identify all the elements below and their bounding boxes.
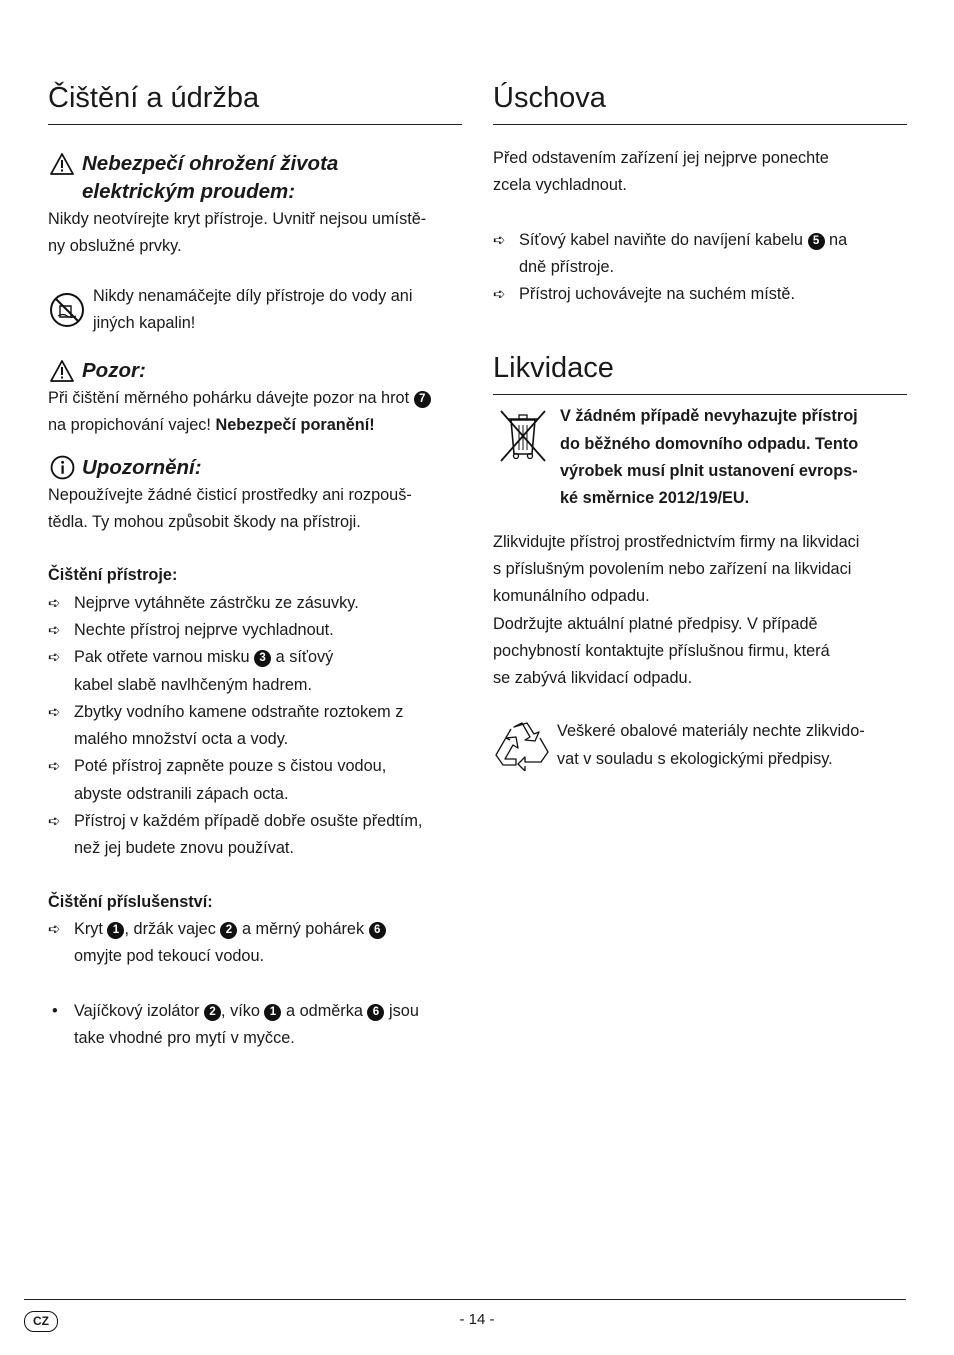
arrow-icon: ➪ <box>48 920 61 938</box>
disposal-line: se zabývá likvidací odpadu. <box>493 669 693 688</box>
weee-line2: do běžného domovního odpadu. Tento <box>560 434 859 453</box>
list-item <box>48 808 462 863</box>
part-number-badge: 5 <box>808 233 825 250</box>
step-text: Poté přístroj zapněte pouze s čistou vodou, <box>74 757 387 776</box>
recycle-icon <box>494 721 550 771</box>
section-title-cleaning: Čištění a údržba <box>48 78 462 125</box>
step-text: abyste odstranili zápach octa. <box>74 784 289 803</box>
warning-triangle-icon <box>50 360 74 382</box>
arrow-icon: ➪ <box>48 758 61 776</box>
part-number-badge: 1 <box>107 922 124 939</box>
disposal-line: s příslušným povolením nebo zařízení na likvidaci <box>493 559 852 578</box>
list-item <box>48 699 462 754</box>
cleaning-device-heading: Čištění přístroje: <box>48 566 178 585</box>
danger-text-line2: ny obslužné prvky. <box>48 237 182 256</box>
step-text: kabel slabě navlhčeným hadrem. <box>74 675 313 694</box>
note-line2: tědla. Ty mohou způsobit škody na přístroji. <box>48 513 361 532</box>
note-heading <box>48 454 462 482</box>
step-text: Kryt <box>74 919 103 938</box>
step-text: a síťový <box>275 648 334 667</box>
caution-injury-warning: Nebezpečí poranění! <box>215 416 375 435</box>
note-line1: Nepoužívejte žádné čisticí prostředky ani rozpouš- <box>48 485 412 504</box>
step-text: Nechte přístroj nejprve vychladnout. <box>74 620 334 639</box>
caution-heading-text: Pozor: <box>82 359 146 383</box>
weee-line1: V žádném případě nevyhazujte přístroj <box>560 407 858 426</box>
list-item <box>48 916 462 971</box>
step-text: dně přístroje. <box>519 257 615 276</box>
left-column <box>48 78 462 1052</box>
caution-line2: na propichování vajec! <box>48 416 211 435</box>
list-item <box>48 590 462 617</box>
weee-note <box>493 403 907 512</box>
storage-list <box>493 227 907 309</box>
step-text: , držák vajec <box>124 919 216 938</box>
arrow-icon: ➪ <box>48 649 61 667</box>
weee-line4: ké směrnice 2012/19/EU. <box>560 489 750 508</box>
part-number-badge: 6 <box>369 922 386 939</box>
no-submerge-icon <box>49 292 85 328</box>
caution-heading <box>48 357 462 385</box>
dish-text: a odměrka <box>286 1001 363 1020</box>
arrow-icon: ➪ <box>48 621 61 639</box>
danger-heading-line1: Nebezpečí ohrožení života <box>82 152 339 175</box>
list-item <box>48 617 462 644</box>
country-badge: CZ <box>24 1311 58 1332</box>
dish-text: jsou <box>389 1001 419 1020</box>
step-text: na <box>829 230 848 249</box>
no-submerge-line2: jiných kapalin! <box>93 313 196 332</box>
part-number-badge: 7 <box>414 391 431 408</box>
step-text: Síťový kabel naviňte do navíjení kabelu <box>519 230 803 249</box>
dish-text: take vhodné pro mytí v myčce. <box>74 1028 295 1047</box>
crossed-bin-icon <box>497 408 549 464</box>
weee-line3: výrobek musí plnit ustanovení evrops- <box>560 462 858 481</box>
list-item <box>493 227 907 282</box>
arrow-icon: ➪ <box>493 231 506 249</box>
danger-heading <box>48 150 462 206</box>
disposal-line: komunálního odpadu. <box>493 587 650 606</box>
step-text: Nejprve vytáhněte zástrčku ze zásuvky. <box>74 593 359 612</box>
arrow-icon: ➪ <box>48 703 61 721</box>
disposal-line: Dodržujte aktuální platné předpisy. V případě <box>493 614 818 633</box>
step-text: omyjte pod tekoucí vodou. <box>74 947 265 966</box>
caution-text <box>48 385 462 440</box>
part-number-badge: 1 <box>264 1004 281 1021</box>
dishwasher-note <box>48 998 462 1053</box>
note-text <box>48 482 462 537</box>
accessories-list <box>48 916 462 971</box>
storage-text <box>493 145 907 200</box>
disposal-line: Zlikvidujte přístroj prostřednictvím firmy na likvidaci <box>493 532 860 551</box>
section-title-storage: Úschova <box>493 78 907 125</box>
arrow-icon: ➪ <box>48 813 61 831</box>
cleaning-accessories-heading: Čištění příslušenství: <box>48 892 213 911</box>
right-column <box>493 78 907 773</box>
step-text: Přístroj v každém případě dobře osušte předtím, <box>74 812 423 831</box>
bullet-icon: • <box>52 1001 58 1020</box>
danger-text-line1: Nikdy neotvírejte kryt přístroje. Uvnitř nejsou umístě- <box>48 210 427 228</box>
list-item <box>48 644 462 699</box>
note-heading-text: Upozornění: <box>82 455 202 479</box>
part-number-badge: 2 <box>204 1004 221 1021</box>
footer-divider <box>24 1299 906 1300</box>
step-text: než jej budete znovu používat. <box>74 839 294 858</box>
storage-line1: Před odstavením zařízení jej nejprve ponechte <box>493 149 829 167</box>
no-submerge-note <box>48 283 462 338</box>
list-item <box>493 281 907 308</box>
danger-text <box>48 206 462 261</box>
disposal-text <box>493 529 907 693</box>
recycle-line2: vat v souladu s ekologickými předpisy. <box>557 749 833 768</box>
caution-line1: Při čištění měrného pohárku dávejte pozor na hrot <box>48 389 410 408</box>
arrow-icon: ➪ <box>493 286 506 304</box>
dish-text: , víko <box>221 1001 260 1020</box>
no-submerge-line1: Nikdy nenamáčejte díly přístroje do vody ani <box>93 286 413 305</box>
warning-triangle-icon <box>50 153 74 175</box>
disposal-line: pochybností kontaktujte příslušnou firmu, která <box>493 641 830 660</box>
step-text: Zbytky vodního kamene odstraňte roztokem z <box>74 702 404 721</box>
step-text: Pak otřete varnou misku <box>74 648 250 667</box>
dish-text: Vajíčkový izolátor <box>74 1001 200 1020</box>
list-item <box>48 753 462 808</box>
part-number-badge: 2 <box>220 922 237 939</box>
part-number-badge: 6 <box>367 1004 384 1021</box>
danger-heading-line2: elektrickým proudem: <box>82 180 296 203</box>
recycle-line1: Veškeré obalové materiály nechte zlikvido- <box>557 722 865 741</box>
cleaning-steps-list <box>48 590 462 863</box>
recycle-note <box>493 718 907 773</box>
storage-line2: zcela vychladnout. <box>493 176 627 195</box>
page-number: - 14 - <box>459 1311 495 1328</box>
step-text: a měrný pohárek <box>241 919 365 938</box>
arrow-icon: ➪ <box>48 594 61 612</box>
part-number-badge: 3 <box>254 650 271 667</box>
info-icon <box>50 455 75 480</box>
section-title-disposal: Likvidace <box>493 348 907 395</box>
step-text: malého množství octa a vody. <box>74 730 289 749</box>
step-text: Přístroj uchovávejte na suchém místě. <box>519 285 795 304</box>
